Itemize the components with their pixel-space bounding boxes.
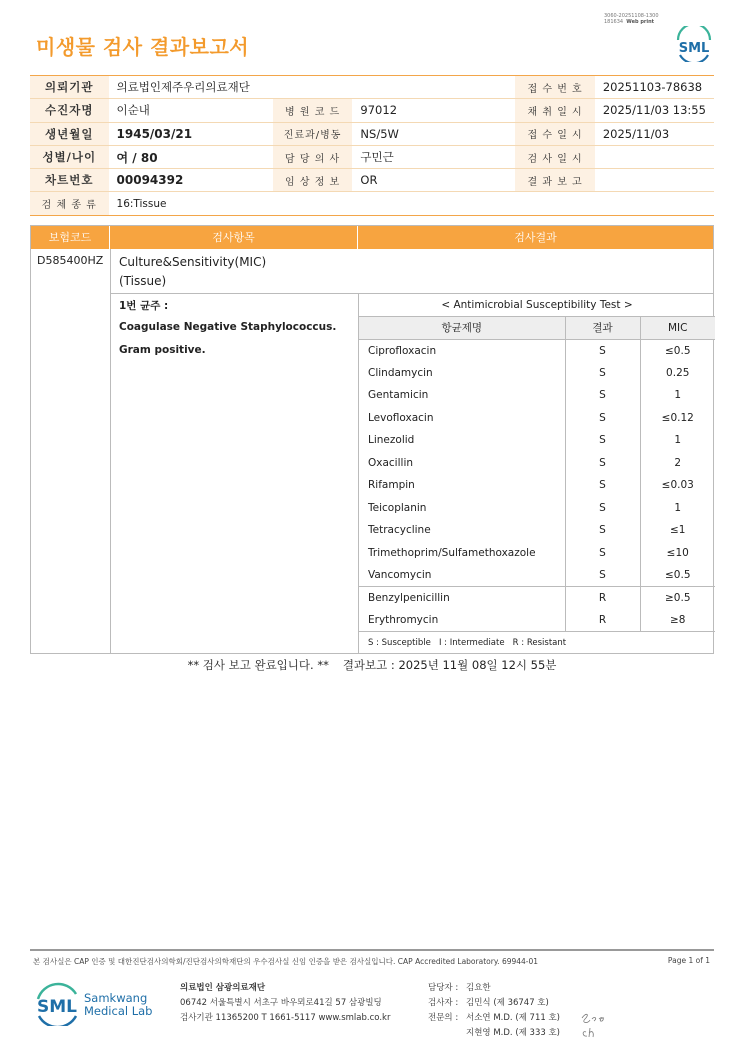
info-value-clinical-info: OR: [352, 169, 515, 192]
ast-title-row: [359, 294, 715, 317]
ast-drug-row: [359, 587, 715, 610]
page-number: Page 1 of 1: [667, 956, 710, 965]
ast-drug-row: [359, 339, 715, 362]
drug-mic: 2: [640, 452, 715, 475]
info-value-requester: 의료법인제주우리의료재단: [109, 76, 516, 99]
ast-legend-row: [359, 632, 715, 654]
ast-drug-row: [359, 407, 715, 430]
staff-row: [428, 981, 560, 996]
samkwang-logo-mark: SML: [37, 997, 77, 1017]
insurance-code: D585400HZ: [37, 254, 104, 267]
info-label-chart-number: 차트번호: [30, 169, 109, 192]
ast-header-drug: 항균제명: [359, 317, 565, 340]
info-value-test-date: [595, 145, 714, 168]
info-row: [30, 192, 714, 215]
info-value-doctor: 구민근: [352, 145, 515, 168]
contact: 검사기관 11365200 T 1661-5117 www.smlab.co.kr: [180, 1013, 391, 1023]
staff-row: [428, 1026, 560, 1041]
drug-mic: ≤0.5: [640, 339, 715, 362]
susceptibility-table: [359, 294, 715, 654]
drug-mic: 1: [640, 429, 715, 452]
header-insurance-code: 보험코드: [31, 226, 110, 249]
drug-mic: ≤1: [640, 519, 715, 542]
samkwang-logo: [36, 982, 156, 1026]
drug-mic: 0.25: [640, 362, 715, 385]
drug-result: S: [565, 429, 640, 452]
ast-drug-row: [359, 474, 715, 497]
result-section: [30, 225, 714, 654]
info-value-patient-name: 이순내: [109, 99, 273, 122]
staff-name: 김민식 (제 36747 호): [466, 998, 549, 1008]
organism-name: Coagulase Negative Staphylococcus.: [119, 321, 337, 333]
sml-logo-text: SML: [678, 41, 710, 56]
info-value-report: [595, 169, 714, 192]
completion-message: [0, 657, 744, 673]
ast-drug-row: [359, 362, 715, 385]
info-label-accession: 접 수 번 호: [515, 76, 594, 99]
ast-header-row: [359, 317, 715, 340]
drug-result: R: [565, 609, 640, 632]
info-value-accession: 20251103-78638: [595, 76, 714, 99]
info-row: [30, 76, 714, 99]
drug-result: S: [565, 564, 640, 587]
drug-name: Linezolid: [368, 434, 415, 447]
drug-mic: ≥0.5: [640, 587, 715, 610]
samkwang-logo-line1: Samkwang: [84, 991, 148, 1005]
web-print-label: Web print: [626, 19, 655, 25]
test-name-line1: Culture&Sensitivity(MIC): [119, 255, 267, 269]
info-value-birthdate: 1945/03/21: [109, 122, 273, 145]
completion-status: ** 검사 보고 완료입니다. **: [187, 658, 329, 672]
report-time: 결과보고 : 2025년 11월 08일 12시 55분: [342, 658, 557, 672]
ast-header-mic: MIC: [640, 317, 715, 340]
drug-mic: ≥8: [640, 609, 715, 632]
ast-drug-row: [359, 519, 715, 542]
info-value-hospital-code: 97012: [352, 99, 515, 122]
ast-drug-row: [359, 497, 715, 520]
drug-name: Gentamicin: [368, 389, 429, 402]
corp-name: 의료법인 삼광의료재단: [180, 983, 266, 993]
drug-result: S: [565, 339, 640, 362]
info-label-report: 결 과 보 고: [515, 169, 594, 192]
staff-name: 서소연 M.D. (제 711 호): [466, 1013, 561, 1023]
info-row: [30, 122, 714, 145]
info-label-sex-age: 성별/나이: [30, 145, 109, 168]
info-value-chart-number: 00094392: [109, 169, 273, 192]
column-divider: [110, 249, 111, 654]
staff-role: 검사자 :: [428, 998, 459, 1008]
info-label-clinical-info: 임 상 정 보: [273, 169, 353, 192]
drug-result: S: [565, 474, 640, 497]
drug-name: Trimethoprim/Sulfamethoxazole: [368, 546, 536, 559]
header-test-item: 검사항목: [110, 226, 358, 249]
page-title: 미생물 검사 결과보고서: [36, 35, 250, 59]
drug-result: S: [565, 542, 640, 565]
drug-mic: ≤0.5: [640, 564, 715, 587]
drug-name: Teicoplanin: [368, 501, 427, 514]
print-meta-time: 181634: [604, 19, 624, 25]
ast-drug-row: [359, 452, 715, 475]
address: 06742 서울특별시 서초구 바우뫼로41길 57 삼광빌딩: [180, 998, 382, 1008]
info-value-collection-time: 2025/11/03 13:55: [595, 99, 714, 122]
drug-name: Ciprofloxacin: [368, 344, 437, 357]
info-label-doctor: 담 당 의 사: [273, 145, 353, 168]
info-label-patient-name: 수진자명: [30, 99, 109, 122]
drug-name: Levofloxacin: [368, 411, 434, 424]
signature-image: [578, 1010, 612, 1040]
result-header: [31, 226, 713, 249]
info-row: [30, 145, 714, 168]
drug-mic: 1: [640, 384, 715, 407]
info-row: [30, 99, 714, 122]
info-value-department: NS/5W: [352, 122, 515, 145]
footer-address: [180, 981, 390, 1026]
drug-result: S: [565, 519, 640, 542]
info-label-collection-time: 채 취 일 시: [515, 99, 594, 122]
footer-staff: [428, 981, 560, 1041]
drug-name: Rifampin: [368, 479, 415, 492]
test-name-line2: (Tissue): [119, 274, 167, 288]
info-label-test-date: 검 사 일 시: [515, 145, 594, 168]
drug-name: Erythromycin: [368, 614, 439, 626]
info-label-received-date: 접 수 일 시: [515, 122, 594, 145]
staff-row: [428, 996, 560, 1011]
drug-mic: ≤0.03: [640, 474, 715, 497]
header-test-result: 검사결과: [514, 231, 557, 244]
drug-mic: ≤10: [640, 542, 715, 565]
drug-name: Vancomycin: [368, 569, 432, 581]
info-value-received-date: 2025/11/03: [595, 122, 714, 145]
print-meta: [604, 13, 659, 25]
info-label-requester: 의뢰기관: [30, 76, 109, 99]
footer-divider: [30, 949, 714, 951]
drug-result: S: [565, 452, 640, 475]
info-label-department: 진료과/병동: [273, 122, 353, 145]
drug-result: S: [565, 362, 640, 385]
info-label-hospital-code: 병 원 코 드: [273, 99, 353, 122]
drug-result: R: [565, 587, 640, 610]
ast-title: < Antimicrobial Susceptibility Test >: [359, 294, 715, 317]
staff-role: 전문의 :: [428, 1013, 459, 1023]
drug-mic: 1: [640, 497, 715, 520]
organism-label: 1번 균주 :: [119, 300, 169, 312]
drug-result: S: [565, 384, 640, 407]
drug-name: Oxacillin: [368, 456, 414, 469]
drug-result: S: [565, 497, 640, 520]
ast-drug-row: [359, 609, 715, 632]
drug-name: Benzylpenicillin: [359, 587, 565, 610]
sml-logo: [674, 26, 714, 62]
drug-name: Tetracycline: [368, 524, 431, 537]
drug-name: Clindamycin: [368, 366, 433, 379]
ast-drug-row: [359, 542, 715, 565]
ast-header-result: 결과: [565, 317, 640, 340]
drug-mic: ≤0.12: [640, 407, 715, 430]
info-row: [30, 169, 714, 192]
ast-drug-row: [359, 384, 715, 407]
info-label-specimen: 검 체 종 류: [30, 192, 109, 215]
info-value-sex-age: 여 / 80: [109, 145, 273, 168]
staff-name: 지현영 M.D. (제 333 호): [466, 1028, 561, 1038]
staff-role: 담당자 :: [428, 983, 459, 993]
staff-name: 김요한: [466, 983, 491, 993]
print-meta-id: 3060-20251108-1300: [604, 13, 659, 19]
accreditation-note: 본 검사실은 CAP 인증 및 대한진단검사의학회/진단검사의학재단의 우수검사실 신임 인증을 받은 검사실입니다. CAP Accredited Laboratory. 69944-01: [33, 957, 539, 966]
ast-drug-row: [359, 564, 715, 587]
gram-stain: Gram positive.: [119, 344, 206, 356]
staff-row: [428, 1011, 560, 1026]
ast-drug-row: [359, 429, 715, 452]
test-name: [119, 253, 266, 291]
info-value-specimen: 16:Tissue: [109, 192, 714, 215]
ast-legend: S : Susceptible I : Intermediate R : Resistant: [359, 632, 715, 654]
info-label-birthdate: 생년월일: [30, 122, 109, 145]
samkwang-logo-line2: Medical Lab: [84, 1004, 153, 1018]
drug-result: S: [565, 407, 640, 430]
patient-info-table: [30, 75, 714, 216]
